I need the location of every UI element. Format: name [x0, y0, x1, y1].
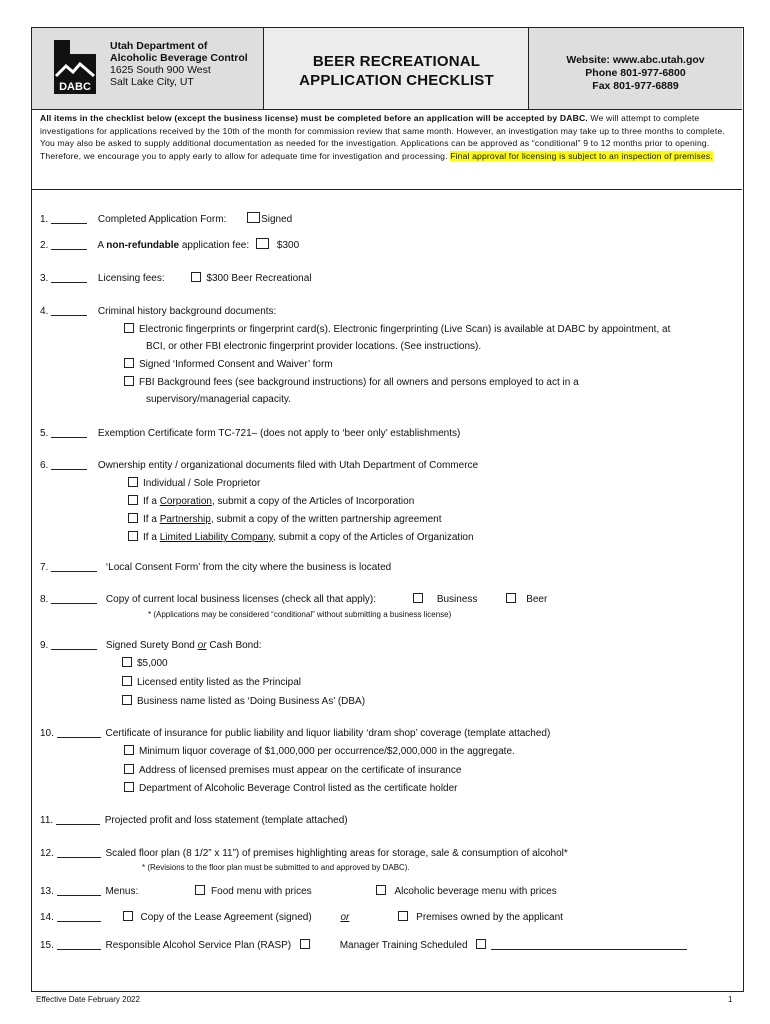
- section-divider: [32, 189, 742, 190]
- item-number: 9.: [40, 640, 49, 651]
- item-number: 12.: [40, 848, 54, 859]
- option-label: Alcoholic beverage menu with prices: [394, 886, 557, 897]
- header-agency-cell: [32, 28, 264, 109]
- manager-training-checkbox[interactable]: [476, 939, 486, 949]
- item-number: 1.: [40, 214, 49, 225]
- lease-agreement-checkbox[interactable]: [123, 911, 133, 921]
- item-3: [40, 272, 311, 285]
- sub-text-underlined: Limited Liability Company: [159, 532, 273, 543]
- item-14-initial-blank[interactable]: [57, 911, 101, 922]
- item-10-initial-blank[interactable]: [57, 727, 101, 738]
- item-text: Responsible Alcohol Service Plan (RASP): [105, 940, 292, 951]
- principal-checkbox[interactable]: [122, 676, 132, 686]
- premises-address-checkbox[interactable]: [124, 764, 134, 774]
- item-number: 7.: [40, 562, 49, 573]
- sub-text: Minimum liquor coverage of $1,000,000 per occurrence/$2,000,000 in the aggregate.: [139, 746, 515, 757]
- contact-block: [529, 54, 742, 93]
- option-label: Food menu with prices: [211, 886, 312, 897]
- item-text: Exemption Certificate form TC-721– (does not apply to ‘beer only’ establishments): [97, 428, 461, 439]
- item-text-pre: A: [97, 240, 107, 251]
- business-license-checkbox[interactable]: [413, 593, 423, 603]
- item-number: 2.: [40, 240, 49, 251]
- item-12-initial-blank[interactable]: [57, 847, 101, 858]
- phone-text: Phone 801-977-6800: [585, 67, 686, 79]
- item-number: 15.: [40, 940, 54, 951]
- form-title-line2: APPLICATION CHECKLIST: [299, 72, 494, 89]
- agency-address-line2: Salt Lake City, UT: [110, 76, 194, 88]
- bond-amount-checkbox[interactable]: [122, 657, 132, 667]
- item-12: [40, 847, 568, 860]
- sub-text-post: , submit a copy of the Articles of Incorporation: [211, 496, 415, 507]
- sub-text-pre: If a: [143, 496, 160, 507]
- dba-checkbox[interactable]: [122, 695, 132, 705]
- item-15: [40, 939, 687, 952]
- sub-text: Department of Alcoholic Beverage Control listed as the certificate holder: [139, 783, 458, 794]
- sub-text-post: , submit a copy of the Articles of Organization: [272, 532, 474, 543]
- item-4-sub-1: [124, 323, 670, 336]
- item-text: Licensing fees:: [97, 273, 165, 284]
- item-6-sub-3: [128, 513, 442, 526]
- corporation-checkbox[interactable]: [128, 495, 138, 505]
- item-15-initial-blank[interactable]: [57, 939, 101, 950]
- item-text-underlined: or: [197, 640, 207, 651]
- certificate-holder-checkbox[interactable]: [124, 782, 134, 792]
- item-number: 13.: [40, 886, 54, 897]
- item-5-initial-blank[interactable]: [51, 427, 87, 438]
- item-text: ‘Local Consent Form’ from the city where the business is located: [105, 562, 392, 573]
- item-10-sub-1: [124, 745, 515, 758]
- agency-name-line2: Alcoholic Beverage Control: [110, 52, 248, 64]
- item-9-sub-1: [122, 657, 168, 670]
- header-title-cell: [264, 28, 529, 109]
- item-1: [40, 212, 292, 226]
- item-4-sub-2: [124, 358, 333, 371]
- item-4: [40, 305, 276, 318]
- agency-address-line1: 1625 South 900 West: [110, 64, 211, 76]
- llc-checkbox[interactable]: [128, 531, 138, 541]
- liquor-coverage-checkbox[interactable]: [124, 745, 134, 755]
- page-number: 1: [728, 995, 733, 1004]
- item-13-initial-blank[interactable]: [57, 885, 101, 896]
- item-3-initial-blank[interactable]: [51, 272, 87, 283]
- checklist-form: [31, 27, 744, 992]
- item-8-note: * (Applications may be considered “conditional” without submitting a business license): [148, 610, 452, 619]
- sub-text: $5,000: [137, 658, 168, 669]
- item-text-bold: non-refundable: [106, 240, 180, 251]
- manager-training-date-blank[interactable]: [491, 939, 687, 950]
- intro-highlight-text: Final approval for licensing is subject to an inspection of premises.: [450, 150, 713, 161]
- intro-body-text: We will attempt to complete investigations for applications received by the 10th of the month for commission review that same month. However, an investigation may take up to three months to complete. You may also be asked to supply additional documentation as needed for the investigation. Applications can be approved as “conditional” 9 to 12 months prior to opening. Therefore, we encourage you to apply early to allow for adequate time for investigation and processing.: [40, 113, 725, 161]
- item-text-post: Cash Bond:: [206, 640, 262, 651]
- option-label: $300: [276, 240, 300, 251]
- option-label: Business: [436, 594, 478, 605]
- sub-text-pre: If a: [143, 514, 160, 525]
- item-14: [40, 911, 563, 924]
- item-text: application fee:: [179, 240, 250, 251]
- item-2: [40, 238, 299, 252]
- item-number: 14.: [40, 912, 54, 923]
- partnership-checkbox[interactable]: [128, 513, 138, 523]
- header: [32, 28, 742, 110]
- item-6-sub-4: [128, 531, 474, 544]
- or-text: or: [340, 912, 350, 923]
- form-title-line1: BEER RECREATIONAL: [312, 53, 481, 70]
- item-6-sub-1: [128, 477, 260, 490]
- item-text: Scaled floor plan (8 1/2” x 11”) of premises highlighting areas for storage, sale & consumption of alcohol*: [105, 848, 568, 859]
- item-4-sub-3: [124, 376, 579, 389]
- item-7-initial-blank[interactable]: [51, 561, 97, 572]
- intro-paragraph: [40, 112, 735, 162]
- item-6-initial-blank[interactable]: [51, 459, 87, 470]
- item-text: Projected profit and loss statement (template attached): [104, 815, 348, 826]
- beer-license-checkbox[interactable]: [506, 593, 516, 603]
- item-6: [40, 459, 478, 472]
- fax-text: Fax 801-977-6889: [592, 80, 679, 92]
- option-label: Manager Training Scheduled: [339, 940, 468, 951]
- item-1-initial-blank[interactable]: [51, 213, 87, 224]
- sub-text: Electronic fingerprints or fingerprint card(s). Electronic fingerprinting (Live Scan) is available at DABC by appointment, at: [139, 324, 671, 335]
- item-4-initial-blank[interactable]: [51, 305, 87, 316]
- fingerprints-checkbox[interactable]: [124, 323, 134, 333]
- sub-text: Individual / Sole Proprietor: [143, 478, 261, 489]
- item-number: 3.: [40, 273, 49, 284]
- logo-text: DABC: [59, 81, 91, 93]
- item-number: 6.: [40, 460, 49, 471]
- item-number: 10.: [40, 728, 54, 739]
- item-12-note: * (Revisions to the floor plan must be submitted to and approved by DABC).: [142, 863, 410, 872]
- item-text-pre: Signed Surety Bond: [105, 640, 198, 651]
- item-number: 5.: [40, 428, 49, 439]
- item-text: Completed Application Form:: [97, 214, 227, 225]
- fee-checkbox[interactable]: [256, 238, 269, 249]
- item-6-sub-2: [128, 495, 414, 508]
- item-text: Menus:: [105, 886, 139, 897]
- agency-block: [110, 40, 248, 88]
- item-number: 4.: [40, 306, 49, 317]
- item-10-sub-3: [124, 782, 458, 795]
- item-2-initial-blank[interactable]: [51, 239, 87, 250]
- item-text: Ownership entity / organizational documents filed with Utah Department of Commerce: [97, 460, 479, 471]
- item-4-sub-3-cont: supervisory/managerial capacity.: [146, 394, 291, 405]
- item-9-initial-blank[interactable]: [51, 639, 97, 650]
- item-number: 8.: [40, 594, 49, 605]
- item-4-sub-1-cont: BCI, or other FBI electronic fingerprint provider locations. (See instructions).: [146, 341, 482, 352]
- rasp-checkbox[interactable]: [300, 939, 310, 949]
- item-7: [40, 561, 391, 574]
- sub-text-underlined: Partnership: [159, 514, 211, 525]
- option-label: Beer: [526, 594, 548, 605]
- dabc-logo: [46, 38, 104, 96]
- item-10: [40, 727, 550, 740]
- item-number: 11.: [40, 815, 54, 826]
- premises-owned-checkbox[interactable]: [398, 911, 408, 921]
- item-9: [40, 639, 262, 652]
- option-label: Copy of the Lease Agreement (signed): [140, 912, 312, 923]
- item-11: [40, 814, 348, 827]
- header-contact-cell: [529, 28, 742, 109]
- item-8: [40, 593, 547, 606]
- item-8-initial-blank[interactable]: [51, 593, 97, 604]
- alcohol-menu-checkbox[interactable]: [376, 885, 386, 895]
- item-11-initial-blank[interactable]: [56, 814, 100, 825]
- sub-text-underlined: Corporation: [159, 496, 212, 507]
- item-text: Copy of current local business licenses (check all that apply):: [105, 594, 377, 605]
- item-9-sub-3: [122, 695, 365, 708]
- consent-waiver-checkbox[interactable]: [124, 358, 134, 368]
- item-text: Certificate of insurance for public liability and liquor liability ‘dram shop’ coverage (template attached): [105, 728, 551, 739]
- item-13: [40, 885, 557, 898]
- option-label: Premises owned by the applicant: [416, 912, 563, 923]
- signed-checkbox[interactable]: [247, 212, 260, 223]
- form-title: [264, 52, 529, 90]
- website-text: Website: www.abc.utah.gov: [566, 54, 705, 66]
- item-9-sub-2: [122, 676, 301, 689]
- sub-text-post: , submit a copy of the written partnership agreement: [210, 514, 442, 525]
- item-text: Criminal history background documents:: [97, 306, 277, 317]
- intro-bold-text: All items in the checklist below (except the business license) must be completed before an application will be accepted by DABC.: [40, 113, 588, 123]
- sub-text: FBI Background fees (see background instructions) for all owners and persons employed to act in a: [139, 377, 579, 388]
- beer-recreational-fee-checkbox[interactable]: [191, 272, 201, 282]
- fbi-fees-checkbox[interactable]: [124, 376, 134, 386]
- sub-text-pre: If a: [143, 532, 160, 543]
- sub-text: Signed ‘Informed Consent and Waiver’ form: [139, 359, 333, 370]
- sub-text: Address of licensed premises must appear on the certificate of insurance: [139, 765, 462, 776]
- sub-text: Licensed entity listed as the Principal: [137, 677, 301, 688]
- item-10-sub-2: [124, 764, 461, 777]
- effective-date: Effective Date February 2022: [36, 995, 140, 1004]
- food-menu-checkbox[interactable]: [195, 885, 205, 895]
- sub-text: Business name listed as ‘Doing Business As’ (DBA): [137, 696, 366, 707]
- item-5: [40, 427, 460, 440]
- option-label: $300 Beer Recreational: [206, 273, 312, 284]
- option-label: Signed: [261, 214, 293, 225]
- agency-name-line1: Utah Department of: [110, 40, 208, 52]
- sole-proprietor-checkbox[interactable]: [128, 477, 138, 487]
